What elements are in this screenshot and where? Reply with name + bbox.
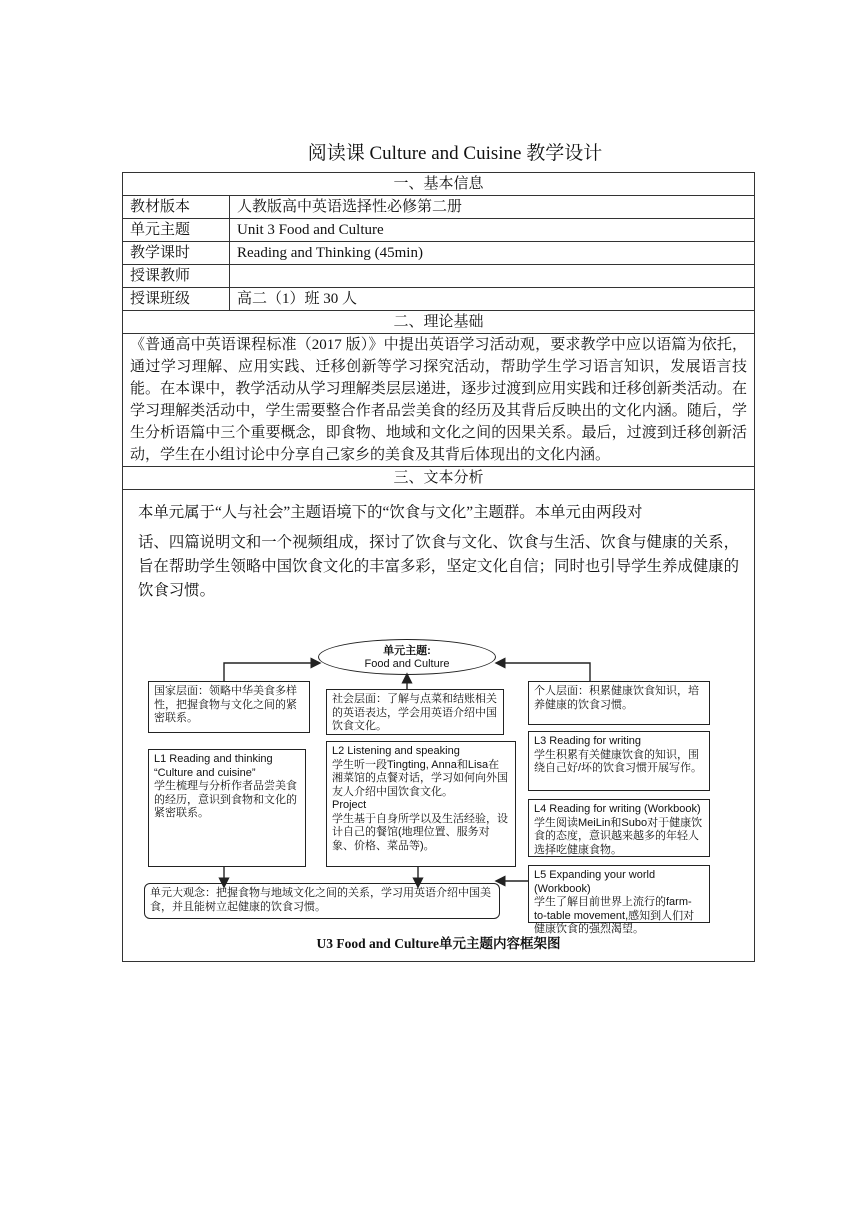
row-value (230, 265, 755, 288)
text-analysis-cell (123, 490, 755, 962)
diagram-caption: U3 Food and Culture单元主题内容框架图 (316, 936, 561, 951)
lesson-1-box (148, 749, 306, 867)
lesson-2-box (326, 741, 516, 867)
unit-framework-diagram (130, 621, 747, 961)
unit-theme-ellipse (318, 639, 496, 675)
social-level-text: 社会层面：了解与点菜和结账相关的英语表达，学会用英语介绍中国饮食文化。 (332, 693, 497, 732)
lesson-1-title: L1 Reading and thinking (154, 753, 273, 765)
row-value: 人教版高中英语选择性必修第二册 (230, 196, 755, 219)
lesson-plan-table (122, 172, 755, 962)
national-level-box (148, 681, 310, 733)
theory-paragraph: 《普通高中英语课程标准（2017 版）》中提出英语学习活动观，要求教学中应以语篇为依托，通过学习理解、应用实践、迁移创新等学习探究活动，帮助学生学习语言知识，发展语言技能。在本课中，教学活动从学习理解类层层递进，逐步过渡到应用实践和迁移创新类活动。在学习理解类活动中，学生需要整合作者品尝美食的经历及其背后反映出的文化内涵。随后，学生分析语篇中三个重要概念，即食物、地域和文化之间的因果关系。最后，过渡到迁移创新活动，学生在小组讨论中分享自己家乡的美食及其背后体现出的文化内涵。 (123, 334, 755, 467)
lesson-5-text: 学生了解目前世界上流行的farm-to-table movement,感知到人们对健康饮食的强烈渴望。 (534, 896, 695, 935)
unit-theme-label: 单元主题: (383, 645, 431, 657)
table-row (123, 196, 755, 219)
row-label: 教学课时 (123, 242, 230, 265)
personal-level-text: 个人层面：积累健康饮食知识，培养健康的饮食习惯。 (534, 685, 699, 711)
big-idea-text: 单元大观念：把握食物与地域文化之间的关系，学习用英语介绍中国美食，并且能树立起健康的饮食习惯。 (150, 887, 491, 913)
table-row (123, 242, 755, 265)
section-heading-theory: 二、理论基础 (123, 311, 755, 334)
national-level-text: 国家层面：领略中华美食多样性，把握食物与文化之间的紧密联系。 (154, 685, 297, 724)
lesson-3-title: L3 Reading for writing (534, 735, 642, 747)
row-value: Reading and Thinking (45min) (230, 242, 755, 265)
lesson-1-text: 学生梳理与分析作者品尝美食的经历，意识到食物和文化的紧密联系。 (154, 780, 297, 819)
unit-theme-name: Food and Culture (364, 658, 450, 670)
row-value: Unit 3 Food and Culture (230, 219, 755, 242)
lesson-5-box (528, 865, 710, 935)
lesson-4-box (528, 799, 710, 857)
section-heading-basic-info: 一、基本信息 (123, 173, 755, 196)
section-heading-text-analysis: 三、文本分析 (123, 467, 755, 490)
lesson-4-title: L4 Reading for writing (Workbook) (534, 803, 701, 815)
row-value: 高二（1）班 30 人 (230, 288, 755, 311)
row-label: 单元主题 (123, 219, 230, 242)
lesson-3-box (528, 731, 710, 791)
analysis-paragraph-1: 本单元属于“人与社会”主题语境下的“饮食与文化”主题群。本单元由两段对 (138, 504, 643, 521)
social-level-box (326, 689, 504, 735)
table-row (123, 288, 755, 311)
lesson-3-text: 学生积累有关健康饮食的知识，围绕自己好/坏的饮食习惯开展写作。 (534, 748, 703, 774)
lesson-4-text: 学生阅读MeiLin和Subo对于健康饮食的态度，意识越来越多的年轻人选择吃健康食物。 (534, 816, 703, 856)
analysis-paragraph-2: 话、四篇说明文和一个视频组成，探讨了饮食与文化、饮食与生活、饮食与健康的关系，旨在帮助学生领略中国饮食文化的丰富多彩，坚定文化自信；同时也引导学生养成健康的饮食习惯。 (138, 534, 739, 599)
lesson-2-text: 学生听一段Tingting, Anna和Lisa在湘菜馆的点餐对话，学习如何向外国友人介绍中国饮食文化。 (332, 758, 508, 798)
big-idea-box (144, 883, 500, 919)
project-text: 学生基于自身所学以及生活经验，设计自己的餐馆(地理位置、服务对象、价格、菜品等)。 (332, 812, 508, 852)
row-label: 授课班级 (123, 288, 230, 311)
table-row (123, 219, 755, 242)
row-label: 授课教师 (123, 265, 230, 288)
analysis-text (130, 490, 747, 603)
lesson-2-title: L2 Listening and speaking (332, 745, 460, 757)
project-title: Project (332, 799, 367, 811)
personal-level-box (528, 681, 710, 725)
lesson-1-subtitle: “Culture and cuisine” (154, 766, 256, 779)
row-label: 教材版本 (123, 196, 230, 219)
page-title: 阅读课 Culture and Cuisine 教学设计 (307, 143, 603, 164)
table-row (123, 265, 755, 288)
lesson-5-title: L5 Expanding your world (Workbook) (534, 869, 656, 895)
